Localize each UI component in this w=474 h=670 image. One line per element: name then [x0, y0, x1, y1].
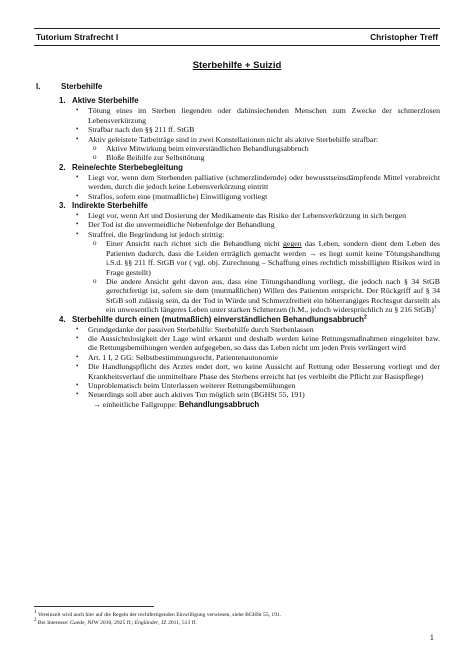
sub-bullet-item: o Einer Ansicht nach richtet sich die Behandlung nicht gegen das Leben, sondern dient dem Leben des Patienten dadurch, dass die Leiden erträglich gemacht werden → es liegt somit keine Tötungshandlung i.S.d. §§ 211 ff. StGB vor ( vgl. obj. Zurechnung – Schaffung eines rechtlich missbilligten Risikos wird in Frage gestellt)	[93, 239, 440, 277]
bullet-item: • Straffrei, die Begründung ist jedoch strittig:	[76, 229, 225, 239]
document-body	[36, 82, 440, 409]
header-author: Christopher Treff	[370, 32, 438, 42]
bullet-item: • Liegt vor, wenn Art und Dosierung der Medikamente das Risiko der Lebensverkürzung in sich bergen	[76, 211, 407, 221]
subsection-heading: 4. Sterbehilfe durch einen (mutmaßlich) einverständlichen Behandlungsabbruch$^2$	[59, 313, 367, 324]
sub-bullet-item: o Bloße Beihilfe zur Selbsttötung	[93, 153, 205, 163]
footnote-ref: 1	[433, 305, 437, 311]
footnote-divider	[34, 606, 154, 607]
subsection-heading: 3. Indirekte Sterbehilfe	[59, 201, 148, 211]
bullet-item: • Die Handlungspflicht des Arztes endet dort, wo keine Aussicht auf Rettung oder Besserung vorliegt und der Krankheitsverlauf die unmittelbare Phase des Sterbens erreicht hat (es verbleibt die Pflicht zur Basispflege)	[76, 362, 440, 381]
bullet-item: • Aktiv geleistete Tatbeiträge sind in zwei Konstellationen nicht als aktive Sterbehilfe strafbar:	[76, 134, 379, 144]
footnote-1: $^1$ Vereinzelt wird auch hier auf die Regeln der rechtfertigenden Einwilligung verwiesen, siehe BGHSt 55, 191.	[34, 610, 282, 618]
bullet-item: • Tötung eines im Sterben liegenden oder dahinsiechenden Menschen zum Zwecke der schmerzlosen Lebensverkürzung	[76, 106, 440, 125]
page-title: Sterbehilfe + Suizid	[192, 60, 282, 71]
page-header	[34, 28, 440, 46]
bullet-item: • Unproblematisch beim Unterlassen weiterer Rettungsbemühungen	[76, 380, 296, 390]
footnote-ref: 2	[364, 313, 367, 320]
bullet-item: • Neuerdings soll aber auch aktives Tun möglich sein (BGHSt 55, 191)	[76, 390, 305, 400]
bullet-item: • Strafbar nach den §§ 211 ff. StGB	[76, 125, 195, 135]
footnotes	[34, 611, 444, 627]
subsection-heading: 2. Reine/echte Sterbebegleitung	[59, 162, 183, 172]
bullet-item: • Der Tod ist die unvermeidliche Nebenfolge der Behandlung	[76, 220, 275, 230]
arrow-conclusion: → einheitliche Fallgruppe: Behandlungsabbruch	[93, 399, 260, 409]
sub-bullet-item: o Aktive Mitwirkung beim einverständlichen Behandlungsabbruch	[93, 144, 309, 154]
header-course: Tutorium Strafrecht I	[36, 32, 119, 42]
bullet-item: • Grundgedanke der passiven Sterbehilfe: Sterbehilfe durch Sterbenlassen	[76, 324, 314, 334]
bullet-item: • Liegt vor, wenn dem Sterbenden palliative (schmerzlindernde) oder bewusstseinsdämpfende Mittel verabreicht werden, durch die jedoch keine Lebensverkürzung eintritt	[76, 172, 440, 192]
sub-bullet-item: o Die andere Ansicht geht davon aus, dass eine Tötungshandlung vorliegt, die jedoch nach § 34 StGB gerechtfertigt ist, sofern sie dem (mutmaßlichen) Willen des Patienten entspricht. Der Rückgriff auf § 34 StGB soll zulässig sein, da der Tod in Würde und Schmerzfreiheit ein höherrangiges Rechtsgut darstellt als ein unwesentlich längeres Leben unter starken Schmerzen (h.M., jedoch widersprüchlich zu § 216 StGB)$^1$	[93, 276, 440, 315]
footnote-2: $^2$ Bei Interesse: Gaede, NJW 2010, 2925 ff.; Engländer, JZ 2011, 513 ff.	[34, 618, 197, 626]
bullet-item: • Straflos, sofern eine (mutmaßliche) Einwilligung vorliegt	[76, 191, 268, 201]
page-number: 1	[429, 632, 434, 642]
section-heading: I. Sterbehilfe	[36, 82, 103, 91]
subsection-heading: 1. Aktive Sterbehilfe	[59, 96, 139, 106]
bullet-item: • die Aussichtslosigkeit der Lage wird erkannt und deshalb werden keine Rettungsmaßnahmen eingeleitet bzw. die Rettungsbemühungen werden aufgegeben, so dass das Leben nicht um jeden Preis verlängert wird	[76, 333, 440, 353]
bullet-item: • Art. 1 I, 2 GG: Selbstbestimmungsrecht, Patientenautonomie	[76, 352, 278, 362]
